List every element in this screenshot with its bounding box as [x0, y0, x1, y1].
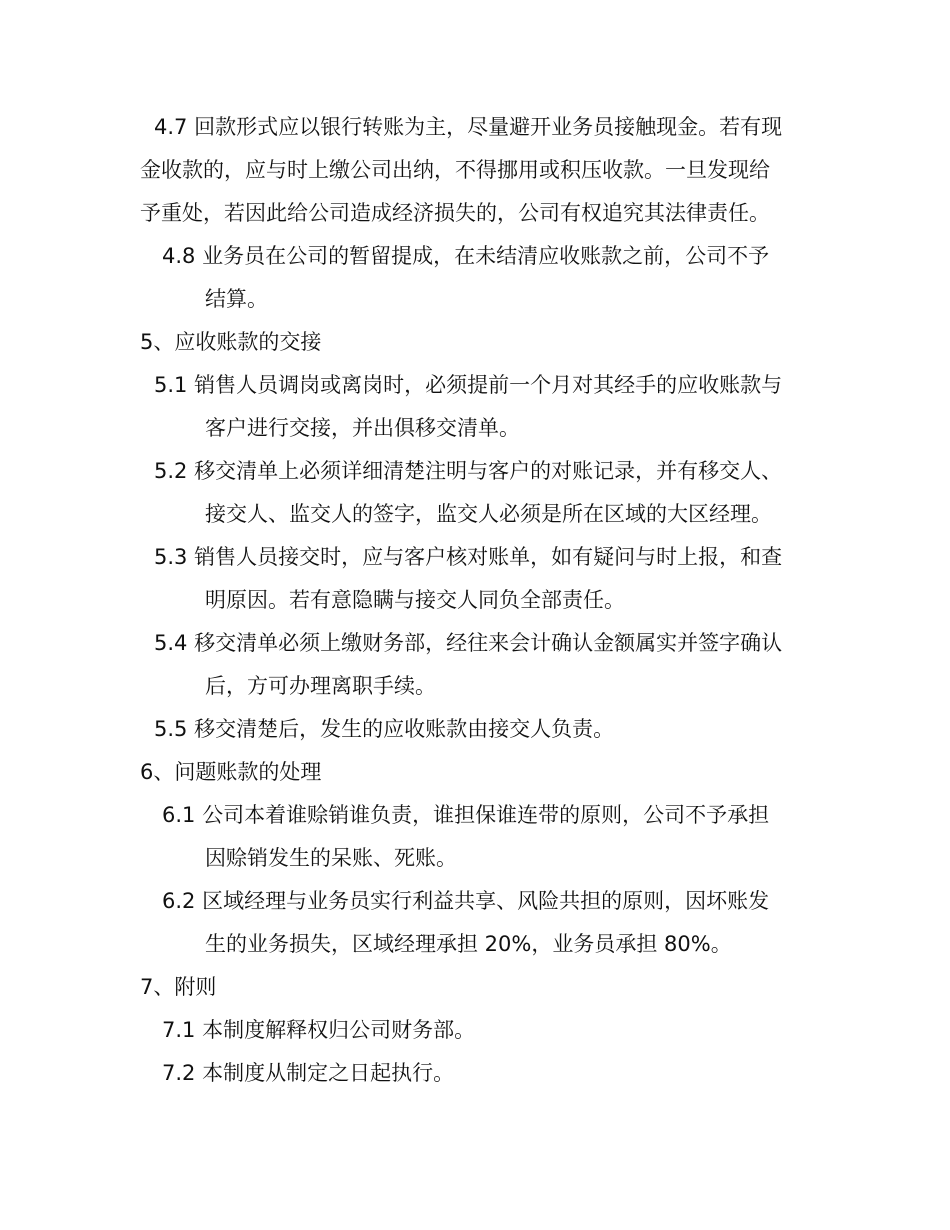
section-7-heading	[140, 966, 216, 1009]
clause-4-8-line-2: 结算。	[205, 287, 268, 311]
clause-4-7	[140, 106, 820, 235]
clause-5-3-line-2: 明原因。若有意隐瞒与接交人同负全部责任。	[205, 588, 625, 612]
clause-7-2	[162, 1052, 454, 1095]
clause-5-2	[154, 450, 782, 536]
clause-5-5	[154, 708, 614, 751]
clause-4-7-line-2: 金收款的，应与时上缴公司出纳，不得挪用或积压收款。一旦发现给	[140, 158, 770, 182]
section-5-heading	[140, 321, 321, 364]
clause-5-3-line-1: 5.3 销售人员接交时，应与客户核对账单，如有疑问与时上报，和查	[154, 545, 783, 569]
clause-5-1-line-1: 5.1 销售人员调岗或离岗时，必须提前一个月对其经手的应收账款与	[154, 373, 783, 397]
clause-6-2-line-1: 6.2 区域经理与业务员实行利益共享、风险共担的原则，因坏账发	[162, 889, 770, 913]
clause-5-2-line-2: 接交人、监交人的签字，监交人必须是所在区域的大区经理。	[205, 502, 772, 526]
clause-6-2	[162, 880, 769, 966]
clause-4-7-line-1: 4.7 回款形式应以银行转账为主，尽量避开业务员接触现金。若有现	[154, 115, 783, 139]
section-5-title: 5、应收账款的交接	[140, 330, 322, 354]
clause-5-4-line-1: 5.4 移交清单必须上缴财务部，经往来会计确认金额属实并签字确认	[154, 631, 783, 655]
clause-4-8-line-1: 4.8 业务员在公司的暂留提成，在未结清应收账款之前，公司不予	[162, 244, 770, 268]
clause-6-2-line-2: 生的业务损失，区域经理承担 20%，业务员承担 80%。	[205, 932, 732, 956]
clause-5-3	[154, 536, 782, 622]
section-6-title: 6、问题账款的处理	[140, 760, 322, 784]
section-7-title: 7、附则	[140, 975, 217, 999]
clause-4-8	[162, 235, 769, 321]
clause-5-1-line-2: 客户进行交接，并出俱移交清单。	[205, 416, 520, 440]
clause-5-5-line-1: 5.5 移交清楚后，发生的应收账款由接交人负责。	[154, 717, 615, 741]
clause-7-2-line-1: 7.2 本制度从制定之日起执行。	[162, 1061, 455, 1085]
clause-7-1-line-1: 7.1 本制度解释权归公司财务部。	[162, 1018, 476, 1042]
clause-5-2-line-1: 5.2 移交清单上必须详细清楚注明与客户的对账记录，并有移交人、	[154, 459, 783, 483]
clause-5-4-line-2: 后，方可办理离职手续。	[205, 674, 436, 698]
clause-6-1	[162, 794, 769, 880]
clause-6-1-line-1: 6.1 公司本着谁赊销谁负责，谁担保谁连带的原则，公司不予承担	[162, 803, 770, 827]
section-6-heading	[140, 751, 321, 794]
clause-5-1	[154, 364, 782, 450]
clause-6-1-line-2: 因赊销发生的呆账、死账。	[205, 846, 457, 870]
clause-5-4	[154, 622, 782, 708]
clause-7-1	[162, 1009, 475, 1052]
clause-4-7-line-3: 予重处，若因此给公司造成经济损失的，公司有权追究其法律责任。	[140, 201, 770, 225]
